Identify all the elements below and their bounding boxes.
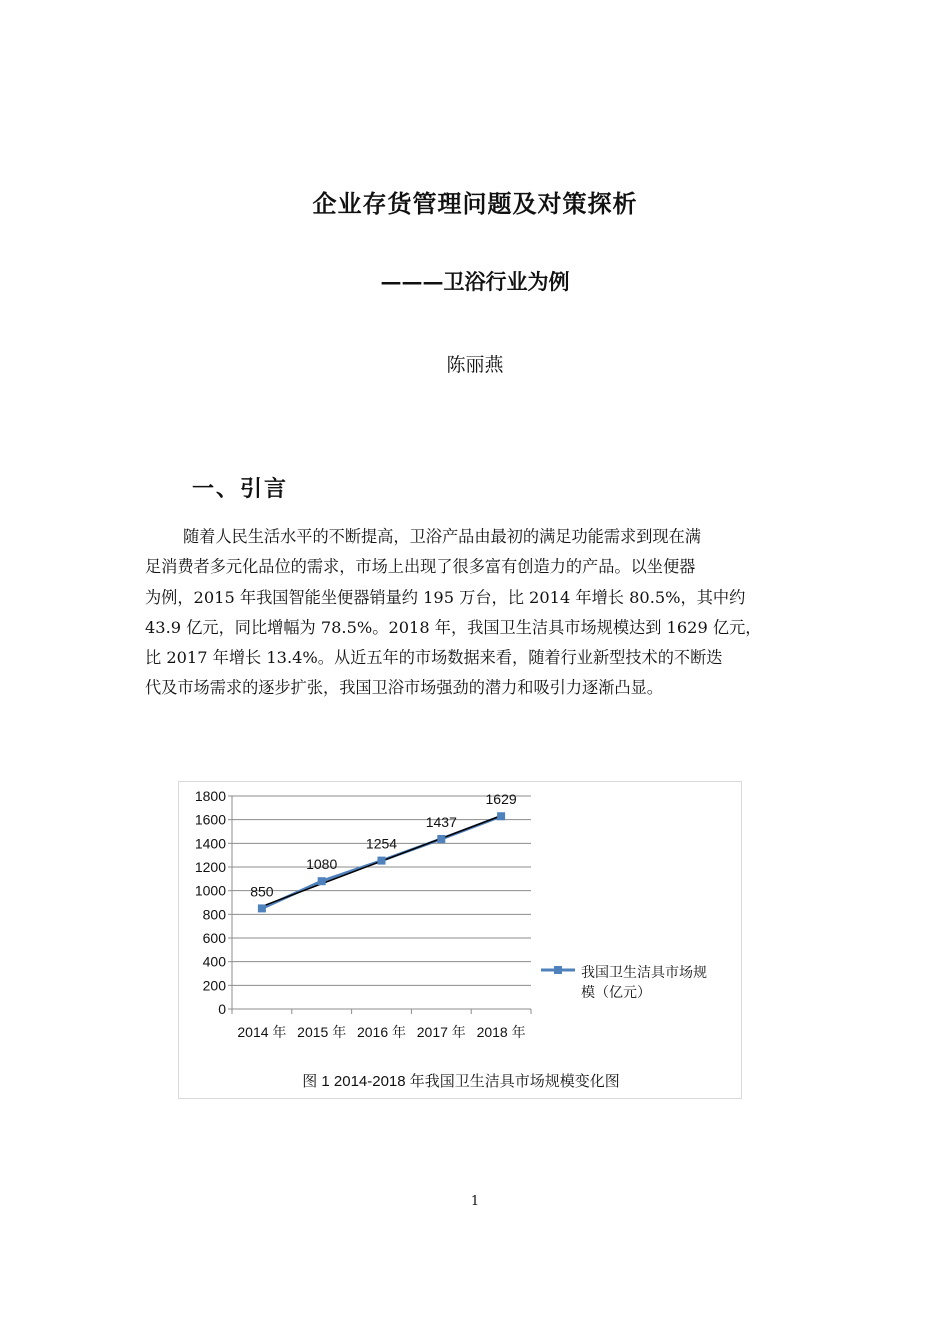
paragraph-line: 随着人民生活水平的不断提高，卫浴产品由最初的满足功能需求到现在满 xyxy=(183,527,701,546)
y-tick-label: 200 xyxy=(202,977,226,994)
data-label: 1437 xyxy=(425,813,457,830)
y-tick-label: 400 xyxy=(202,953,226,970)
data-point xyxy=(318,877,326,885)
data-point xyxy=(437,835,445,843)
data-label: 1080 xyxy=(306,856,338,873)
author-name: 陈丽燕 xyxy=(446,354,504,376)
y-tick-label: 600 xyxy=(202,930,226,946)
y-tick-label: 1800 xyxy=(194,788,226,804)
page-number: 1 xyxy=(470,1194,480,1209)
introduction-paragraph xyxy=(145,522,819,704)
figure-caption: 图 1 2014-2018 年我国卫生洁具市场规模变化图 xyxy=(302,1073,620,1090)
paragraph-line: 足消费者多元化品位的需求，市场上出现了很多富有创造力的产品。以坐便器 xyxy=(145,557,696,577)
document-subtitle: ———卫浴行业为例 xyxy=(380,269,570,294)
data-point xyxy=(258,904,266,912)
y-tick-label: 0 xyxy=(218,1001,226,1017)
data-point xyxy=(497,812,505,820)
x-tick-label: 2018 年 xyxy=(476,1024,526,1040)
x-tick-label: 2017 年 xyxy=(416,1024,466,1040)
paragraph-line: 为例，2015 年我国智能坐便器销量约 195 万台，比 2014 年增长 80.5%，其中约 xyxy=(145,587,746,607)
legend-label-line-1: 我国卫生洁具市场规 xyxy=(581,964,707,980)
chart-legend xyxy=(539,962,729,1002)
legend-label-line-2: 模（亿元） xyxy=(581,984,651,1000)
data-label: 1629 xyxy=(485,791,517,808)
paragraph-line: 比 2017 年增长 13.4%。从近五年的市场数据来看，随着行业新型技术的不断迭 xyxy=(145,648,723,668)
y-tick-label: 1000 xyxy=(194,882,226,899)
paragraph-line: 43.9 亿元，同比增幅为 78.5%。2018 年，我国卫生洁具市场规模达到 1629 亿元， xyxy=(145,617,762,637)
y-tick-label: 800 xyxy=(202,906,226,923)
y-tick-label: 1400 xyxy=(194,835,226,852)
legend-swatch-icon xyxy=(539,962,577,982)
x-tick-label: 2014 年 xyxy=(237,1024,287,1040)
x-tick-label: 2015 年 xyxy=(297,1024,347,1040)
figure-market-size-chart xyxy=(178,781,742,1099)
data-label: 850 xyxy=(250,883,274,900)
data-point xyxy=(378,857,386,865)
document-title: 企业存货管理问题及对策探析 xyxy=(312,189,638,218)
y-tick-label: 1600 xyxy=(194,811,226,828)
data-label: 1254 xyxy=(365,835,398,852)
paragraph-line: 代及市场需求的逐步扩张，我国卫浴市场强劲的潜力和吸引力逐渐凸显。 xyxy=(145,678,663,698)
x-tick-label: 2016 年 xyxy=(356,1024,407,1040)
y-tick-label: 1200 xyxy=(194,859,226,875)
section-heading-introduction: 一、引言 xyxy=(192,476,289,502)
line-chart xyxy=(179,782,743,1062)
